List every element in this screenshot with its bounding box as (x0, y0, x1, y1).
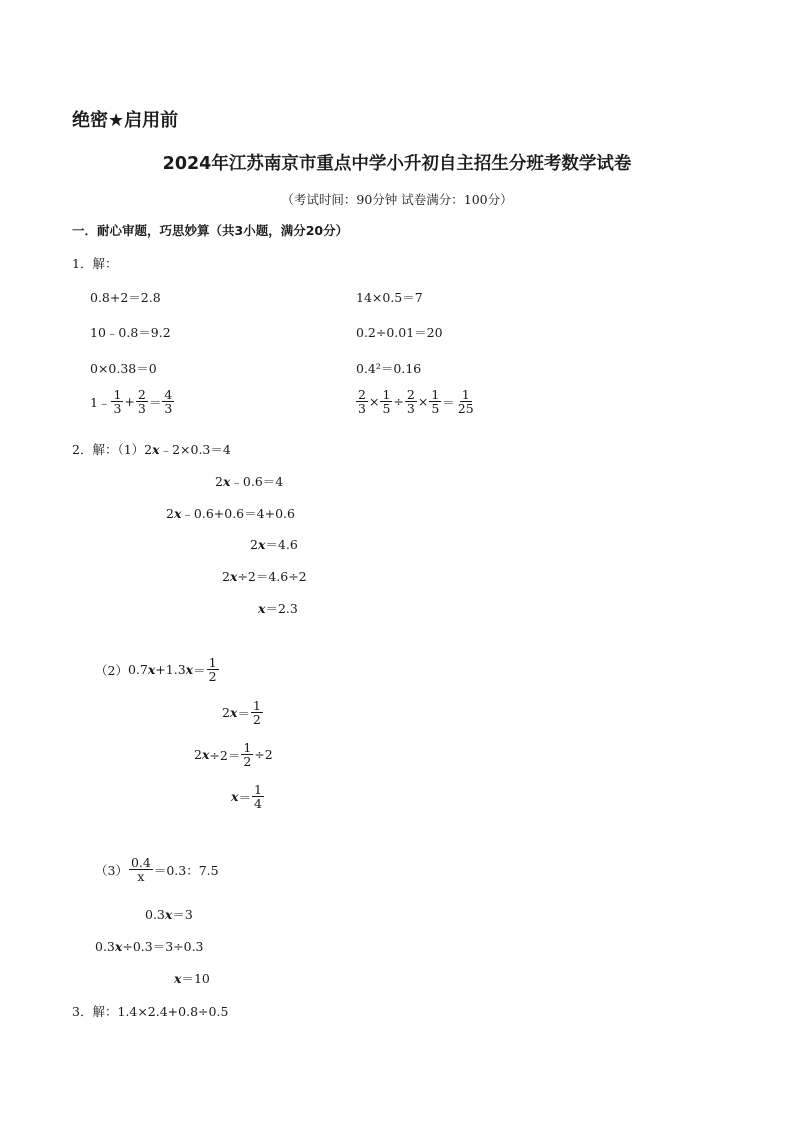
fraction: $\frac{2}{3}$ (358, 387, 366, 417)
q1-label: 1．解： (72, 256, 118, 271)
q1-item-3: 10﹣0.8＝9.2 (90, 325, 171, 340)
q2-p1-line2: 2x﹣0.6＝4 (215, 474, 284, 489)
q2-p1-line1: 2．解：（1）2x﹣2×0.3＝4 (72, 442, 231, 457)
fraction: $\frac{1}{25}$ (457, 387, 474, 417)
q2-p2-line1: （2） 0.7 x +1.3 x ＝ $\frac{1}{2}$ (95, 655, 217, 685)
q2-p2-line2: 2 x ＝ $\frac{1}{2}$ (222, 698, 261, 728)
fraction: $\frac{1}{4}$ (253, 782, 262, 812)
q2-p1-line6: x＝2.3 (258, 601, 298, 616)
exam-subtitle: （考试时间：90分钟 试卷满分：100分） (281, 192, 513, 207)
q1-fraction-right: $\frac{2}{3}$ × $\frac{1}{5}$ ÷ $\frac{2}{3}$ × $\frac{1}{5}$ ＝ $\frac{1}{25}$ (358, 387, 474, 417)
fraction: $\frac{1}{5}$ (431, 387, 440, 417)
q1-item-6: 0.4²＝0.16 (356, 361, 422, 376)
q1-item-2: 14×0.5＝7 (356, 290, 423, 305)
q1-prefix: 1﹣ (90, 394, 111, 410)
fraction: $\frac{1}{2}$ (208, 655, 217, 685)
q3-line1: 3．解：1.4×2.4+0.8÷0.5 (72, 1004, 229, 1019)
q2-p1-line5: 2x÷2＝4.6÷2 (222, 569, 307, 584)
exam-title: 2024年江苏南京市重点中学小升初自主招生分班考数学试卷 (162, 154, 632, 174)
fraction: $\frac{1}{2}$ (252, 698, 261, 728)
section-heading: 一．耐心审题，巧思妙算（共3小题，满分20分） (72, 223, 349, 238)
q2-p3-line1: （3） $\frac{0.4}{x}$ ＝0.3：7.5 (95, 855, 219, 885)
q1-fraction-left: 1﹣ $\frac{1}{3}$ + $\frac{2}{3}$ ＝ $\frac{4}{3}$ (90, 387, 173, 417)
fraction: $\frac{1}{2}$ (243, 740, 252, 770)
fraction: $\frac{0.4}{x}$ (130, 855, 151, 885)
q2-p1-line3: 2x﹣0.6+0.6＝4+0.6 (166, 506, 295, 521)
q2-p3-line4: x＝10 (174, 971, 210, 986)
q2-p3-line3: 0.3x÷0.3＝3÷0.3 (95, 939, 204, 954)
q1-item-4: 0.2÷0.01＝20 (356, 325, 443, 340)
q2-p1-line4: 2x＝4.6 (250, 537, 298, 552)
fraction: $\frac{1}{5}$ (382, 387, 391, 417)
fraction: $\frac{4}{3}$ (164, 387, 173, 417)
fraction: $\frac{2}{3}$ (406, 387, 415, 417)
q1-item-5: 0×0.38＝0 (90, 361, 157, 376)
q1-item-1: 0.8+2＝2.8 (90, 290, 161, 305)
q2-p2-line4: x ＝ $\frac{1}{4}$ (231, 782, 262, 812)
q2-p3-line2: 0.3x＝3 (145, 907, 193, 922)
fraction: $\frac{1}{3}$ (113, 387, 122, 417)
q2-p2-line3: 2 x ÷2＝ $\frac{1}{2}$ ÷2 (194, 740, 273, 770)
confidential-mark: 绝密★启用前 (72, 110, 179, 131)
fraction: $\frac{2}{3}$ (137, 387, 146, 417)
